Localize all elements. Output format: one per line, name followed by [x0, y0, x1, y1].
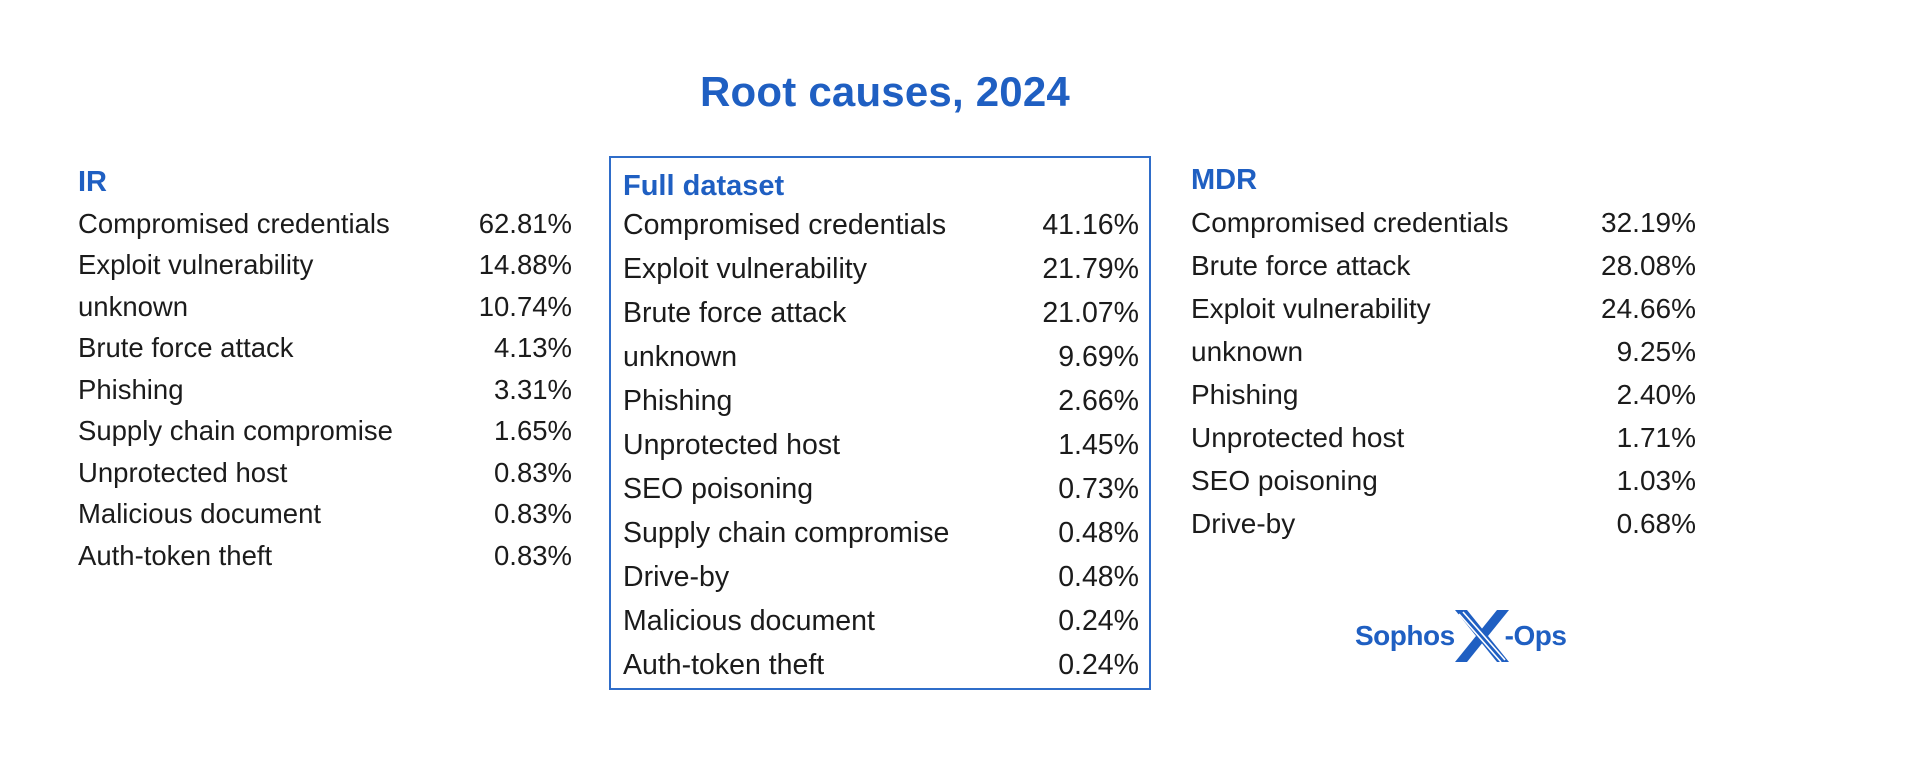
row-value: 21.07%: [1042, 296, 1139, 329]
row-label: Drive-by: [623, 560, 730, 593]
row-label: SEO poisoning: [1191, 464, 1378, 496]
row-value: 0.73%: [1058, 472, 1139, 505]
row-value: 2.40%: [1616, 378, 1696, 410]
table-row: [78, 494, 572, 536]
row-value: 0.48%: [1058, 516, 1139, 549]
row-label: Auth-token theft: [78, 539, 273, 571]
row-value: 9.69%: [1058, 340, 1139, 373]
table-row: [78, 411, 572, 453]
table-row: [78, 535, 572, 577]
row-label: Exploit vulnerability: [1191, 292, 1431, 324]
table-row: [623, 335, 1139, 379]
chart-title: Root causes, 2024: [700, 68, 1070, 115]
row-value: 1.71%: [1616, 421, 1696, 453]
row-label: Brute force attack: [1191, 249, 1411, 281]
full-dataset-table-heading: Full dataset: [623, 170, 785, 202]
row-value: 28.08%: [1601, 249, 1696, 281]
full-dataset-table-rows: [623, 203, 1139, 687]
table-row: [623, 423, 1139, 467]
row-value: 0.48%: [1058, 560, 1139, 593]
table-row: [1191, 459, 1696, 502]
table-row: [1191, 502, 1696, 545]
row-label: Unprotected host: [1191, 421, 1405, 453]
table-row: [78, 245, 572, 287]
row-value: 1.65%: [494, 415, 572, 447]
row-label: Brute force attack: [623, 296, 847, 329]
full-dataset-table: [609, 156, 1151, 690]
row-label: Malicious document: [623, 604, 875, 637]
ir-table: [78, 166, 572, 577]
row-label: Phishing: [78, 373, 184, 405]
mdr-table: [1191, 164, 1696, 545]
row-value: 2.66%: [1058, 384, 1139, 417]
row-label: Supply chain compromise: [78, 415, 393, 447]
row-value: 0.24%: [1058, 604, 1139, 637]
row-label: Brute force attack: [78, 332, 294, 364]
logo-text-sophos: Sophos: [1355, 620, 1455, 651]
row-value: 4.13%: [494, 332, 572, 364]
row-label: unknown: [78, 290, 189, 322]
row-label: Phishing: [623, 384, 733, 417]
row-value: 10.74%: [478, 290, 572, 322]
row-value: 41.16%: [1042, 208, 1139, 241]
row-value: 1.45%: [1058, 428, 1139, 461]
table-row: [78, 452, 572, 494]
row-value: 0.83%: [494, 456, 572, 488]
table-row: [78, 328, 572, 370]
logo-text-ops: -Ops: [1504, 620, 1567, 651]
row-value: 0.83%: [494, 539, 572, 571]
row-label: Compromised credentials: [78, 207, 390, 239]
row-label: Exploit vulnerability: [78, 249, 314, 281]
ir-table-rows: [78, 203, 572, 577]
row-label: Unprotected host: [623, 428, 841, 461]
row-value: 14.88%: [478, 249, 572, 281]
row-label: unknown: [1191, 335, 1304, 367]
row-value: 1.03%: [1616, 464, 1696, 496]
row-value: 24.66%: [1601, 292, 1696, 324]
row-label: Phishing: [1191, 378, 1299, 410]
mdr-table-heading: MDR: [1191, 164, 1258, 196]
row-value: 0.68%: [1616, 507, 1696, 539]
table-row: [623, 555, 1139, 599]
table-row: [623, 643, 1139, 687]
row-label: SEO poisoning: [623, 472, 814, 505]
row-label: Malicious document: [78, 498, 322, 530]
table-row: [78, 203, 572, 245]
table-row: [623, 291, 1139, 335]
mdr-table-rows: [1191, 201, 1696, 545]
row-value: 21.79%: [1042, 252, 1139, 285]
row-value: 62.81%: [478, 207, 572, 239]
row-label: Drive-by: [1191, 507, 1296, 539]
table-row: [623, 203, 1139, 247]
row-label: Compromised credentials: [623, 208, 947, 241]
row-label: Compromised credentials: [1191, 206, 1509, 238]
row-label: Auth-token theft: [623, 648, 825, 681]
row-value: 3.31%: [494, 373, 572, 405]
table-row: [623, 247, 1139, 291]
table-row: [1191, 330, 1696, 373]
table-row: [1191, 373, 1696, 416]
row-value: 0.24%: [1058, 648, 1139, 681]
x-mark-icon: [1451, 608, 1513, 664]
sophos-xops-logo: [1355, 608, 1566, 664]
table-row: [78, 286, 572, 328]
row-value: 32.19%: [1601, 206, 1696, 238]
row-label: Supply chain compromise: [623, 516, 950, 549]
row-value: 9.25%: [1616, 335, 1696, 367]
table-row: [1191, 287, 1696, 330]
table-row: [623, 599, 1139, 643]
row-label: Exploit vulnerability: [623, 252, 867, 285]
table-row: [78, 369, 572, 411]
table-row: [1191, 201, 1696, 244]
ir-table-heading: IR: [78, 166, 107, 198]
row-label: unknown: [623, 340, 738, 373]
row-value: 0.83%: [494, 498, 572, 530]
table-row: [623, 511, 1139, 555]
table-row: [623, 379, 1139, 423]
table-row: [1191, 416, 1696, 459]
row-label: Unprotected host: [78, 456, 288, 488]
table-row: [623, 467, 1139, 511]
table-row: [1191, 244, 1696, 287]
